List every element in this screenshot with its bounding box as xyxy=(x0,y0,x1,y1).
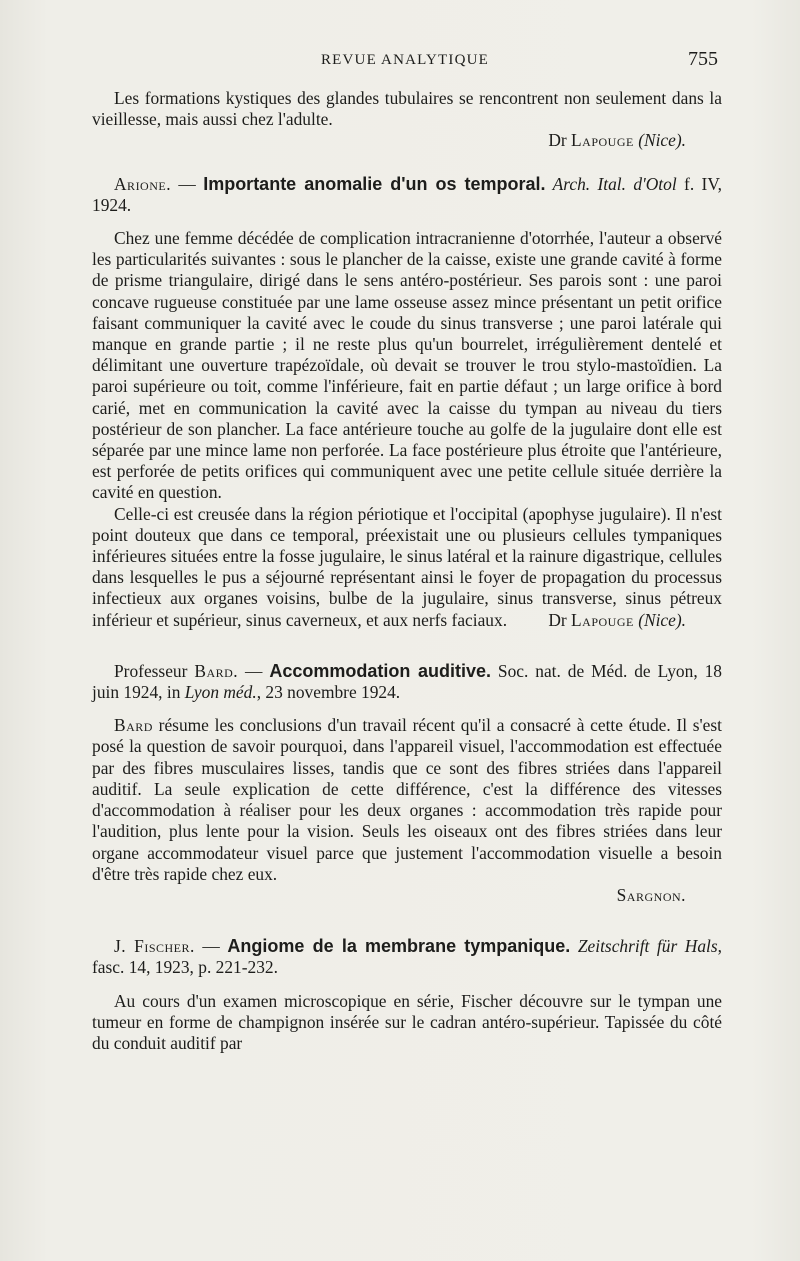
running-title: REVUE ANALYTIQUE xyxy=(320,52,490,68)
article-title: Angiome de la membrane tympanique. xyxy=(227,936,571,957)
page-body xyxy=(92,88,722,1054)
signature-place: (Nice). xyxy=(638,130,686,151)
signature-title: Dr xyxy=(548,609,567,630)
signature-name: Lapouge xyxy=(571,130,634,151)
article-paragraph-signed xyxy=(92,504,722,631)
article-title: Importante anomalie d'un os temporal. xyxy=(203,173,546,194)
paragraph-text: résume les conclusions d'un travail récent qu'il a consacré à cette étude. Il s'est posé la question de savoir pourquoi, dans l'appareil visuel, l'accommodation est effectuée par des fibres musculaires lisses, tandis que ce sont des fibres striées dans l'appareil auditif. La seule explication de cette différence, c'est la différence des vitesses d'accommodation à réaliser pour les deux organes : accommodation très rapide pour l'audition, plus lente pour la vision. Seuls les oiseaux ont des fibres striées dans leur organe accommodateur visuel parce que justement l'accommodation visuelle a besoin d'être très rapide chez eux. xyxy=(92,715,722,884)
article-heading-fischer xyxy=(92,936,722,978)
heading-dash: — xyxy=(194,936,228,957)
article-paragraph: Au cours d'un examen microscopique en série, Fischer découvre sur le tympan une tumeur en forme de champignon insérée sur le cadran antéro-supérieur. Tapissée du côté du conduit auditif par xyxy=(92,990,722,1053)
signature-title: Dr xyxy=(548,130,567,151)
article-paragraph: Chez une femme décédée de complication intracranienne d'otorrhée, l'auteur a observé les particularités suivantes : sous le plancher de la caisse, existe une grande cavité à forme de prisme triangulaire, dirigé dans le sens antéro-postérieur. Ses parois sont : une paroi concave rugueuse constituée par une lame osseuse assez mince présentant un petit orifice faisant communiquer la cavité avec le coude du sinus transverse ; une paroi latérale qui manque en grande partie ; il ne reste plus qu'un bourrelet, irrégulièrement dentelé et délimitant une ouverture trapézoïdale, où devait se trouver le trou stylo-mastoïdien. La paroi supérieure ou toit, comme l'inférieure, fait en partie défaut ; un large orifice à bord carié, met en communication la cavité avec la caisse du tympan au niveau du tiers postérieur de son plancher. La face antérieure touche au golfe de la jugulaire dont elle est séparée par une mince lame non perforée. La face postérieure plus étroite que l'antérieure, est perforée de petits orifices qui communiquent avec une petite cellule située derrière la cavité en question. xyxy=(92,228,722,503)
continuation-signature xyxy=(92,130,686,151)
article-paragraph-text: Celle-ci est creusée dans la région périotique et l'occipital (apophyse jugulaire). Il n'est point douteux que dans ce temporal, préexistait une ou plusieurs cellules tympaniques inférieures situées entre la fosse jugulaire, le sinus latéral et la rainure digastrique, cellules dans lesquelles le pus a séjourné représentant ainsi le foyer de propagation du processus infectieux aux organes voisins, bulbe de la jugulaire, sinus transverse, sinus pétreux inférieur et supérieur, sinus caverneux, et aux nerfs faciaux. xyxy=(92,503,722,630)
running-header xyxy=(92,48,718,72)
article-source-date: , 23 novembre 1924. xyxy=(256,682,401,703)
article-heading-bard xyxy=(92,661,722,703)
continuation-paragraph: Les formations kystiques des glandes tubulaires se rencontrent non seulement dans la vieillesse, mais aussi chez l'adulte. xyxy=(92,88,722,130)
article-heading-arione xyxy=(92,174,722,216)
article-author: Bard. xyxy=(194,660,239,681)
article-signature: Sargnon. xyxy=(616,884,686,905)
article-source-date: , fasc. 14, 1923, p. 221-232. xyxy=(92,936,722,978)
article-source-journal: Lyon méd. xyxy=(184,682,257,703)
article-volume: f. IV, 1924. xyxy=(92,173,722,215)
article-author: J. Fischer. xyxy=(114,936,195,957)
article-paragraph xyxy=(92,715,722,885)
heading-dash: — xyxy=(238,660,270,681)
article-source: Arch. Ital. d'Otol xyxy=(545,173,677,194)
article-author: Arione. xyxy=(114,173,172,194)
article-title: Accommodation auditive. xyxy=(269,660,491,681)
article-signature xyxy=(526,610,686,631)
heading-dash: — xyxy=(171,173,204,194)
page-number: 755 xyxy=(688,48,718,70)
signature-place: (Nice). xyxy=(638,609,686,630)
author-prefix: Professeur xyxy=(114,660,188,681)
signature-name: Lapouge xyxy=(571,609,634,630)
article-source-journal: Zeitschrift für Hals xyxy=(570,936,718,957)
article-source: Soc. nat. de Méd. de Lyon, 18 juin 1924, in xyxy=(92,660,722,703)
paragraph-author: Bard xyxy=(114,715,153,736)
